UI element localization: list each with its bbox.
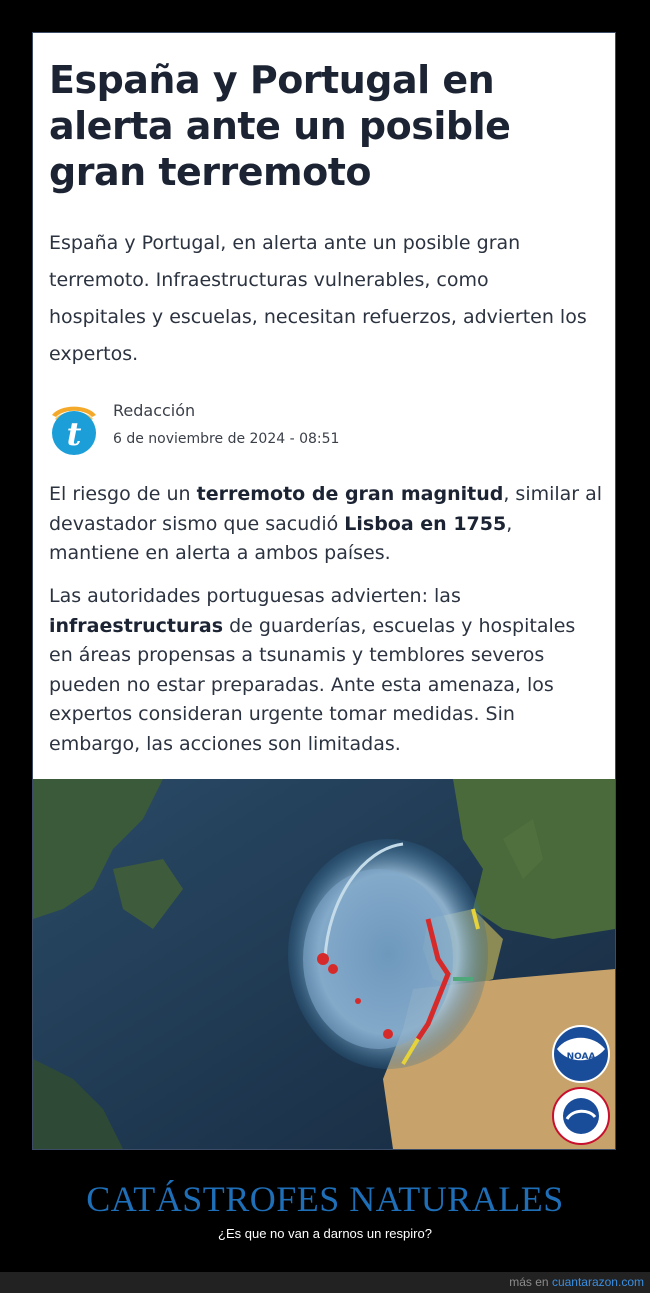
p1-highlight-2: Lisboa en 1755	[344, 512, 507, 535]
tsunami-map-image	[33, 779, 615, 1149]
author-block	[49, 401, 569, 461]
p1-text-c: , similar al devastador sismo que sacudió	[49, 483, 603, 535]
paragraph-2	[49, 582, 605, 759]
author-name[interactable]: Redacción	[113, 401, 196, 420]
nws-logo	[553, 1088, 609, 1144]
p2-text-a: Las autoridades portuguesas advierten: las	[49, 585, 461, 607]
article-lead: España y Portugal, en alerta ante un posible gran terremoto. Infraestructuras vulnerables, como hospitales y escuelas, necesitan refuerzos, advierten los expertos.	[49, 232, 587, 365]
p1-highlight-1: terremoto de gran magnitud	[196, 483, 504, 505]
paragraph-1	[49, 480, 605, 569]
footer-prefix: más en	[509, 1275, 552, 1289]
p2-text-c: de guarderías, escuelas y hospitales en áreas propensas a tsunamis y temblores severos pueden no estar preparadas. Ante esta amenaza, los expertos consideran urgente tomar medidas. Sin embargo, las acciones son limitadas.	[49, 614, 576, 755]
caption-title: CATÁSTROFES NATURALES	[86, 1179, 564, 1219]
caption-subtitle: ¿Es que no van a darnos un respiro?	[218, 1226, 432, 1241]
site-link[interactable]: cuantarazon.com	[551, 1275, 644, 1289]
svg-text:t: t	[66, 415, 82, 453]
p1-text-e: , mantiene en alerta a ambos países.	[49, 512, 513, 564]
p2-highlight: infraestructuras	[49, 614, 224, 637]
publisher-logo	[49, 401, 99, 455]
p1-text-a: El riesgo de un	[49, 483, 197, 505]
footer-bar	[0, 1272, 650, 1293]
svg-text:NOAA: NOAA	[566, 1052, 596, 1062]
noaa-logo	[553, 1026, 609, 1082]
article-title: España y Portugal en alerta ante un posible gran terremoto	[49, 58, 511, 194]
publish-date: 6 de noviembre de 2024 - 08:51	[113, 431, 340, 447]
article-card	[32, 32, 616, 1150]
footer-text	[509, 1275, 644, 1289]
